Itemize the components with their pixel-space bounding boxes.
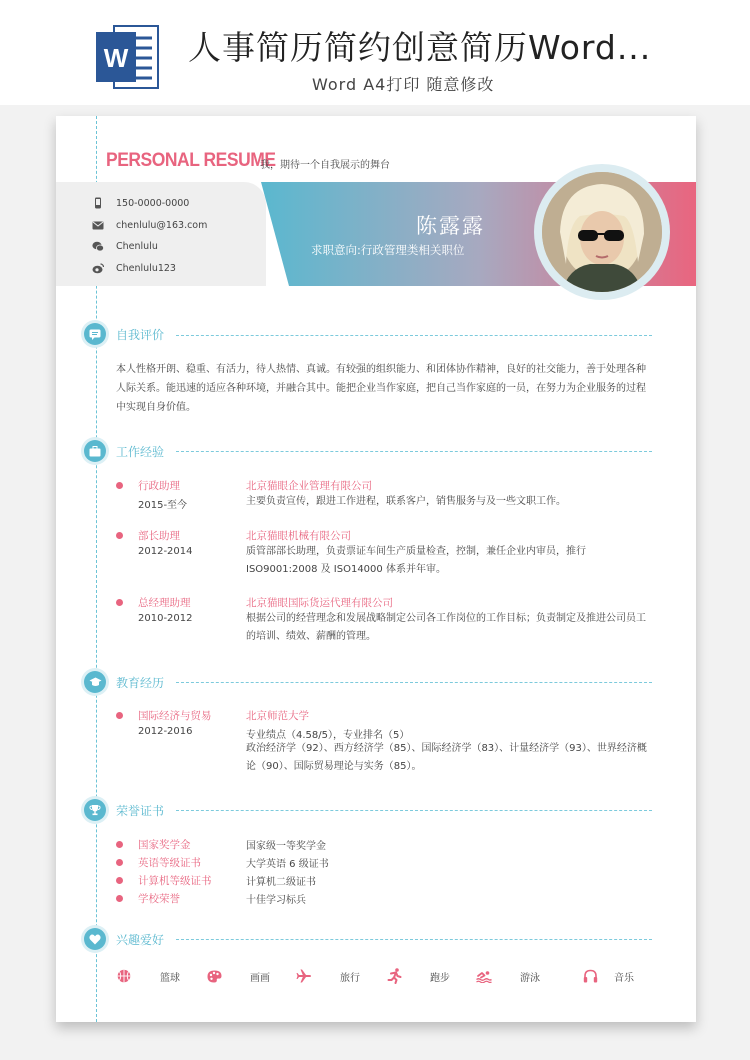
wechat-icon <box>92 240 104 252</box>
bullet-dot <box>116 482 123 489</box>
mail-icon <box>92 219 104 231</box>
bullet-dot <box>116 712 123 719</box>
section-title: 教育经历 <box>116 675 165 690</box>
contact-email <box>92 218 207 232</box>
contact-weibo <box>92 261 176 275</box>
section-title: 荣誉证书 <box>116 803 165 818</box>
honor-name: 国家奖学金 <box>138 839 191 851</box>
bullet-dot <box>116 877 123 884</box>
candidate-name: 陈露露 <box>416 214 485 238</box>
section-work-header <box>84 440 164 462</box>
section-self-eval-header <box>84 323 164 345</box>
edu-school: 北京师范大学 <box>246 710 309 722</box>
hobby-music <box>582 968 634 984</box>
word-doc-icon <box>96 22 160 92</box>
honor-value: 国家级一等奖学金 <box>246 841 326 852</box>
edu-major: 国际经济与贸易 <box>138 710 212 722</box>
work-company: 北京猫眼国际货运代理有限公司 <box>246 597 393 609</box>
bullet-dot <box>116 859 123 866</box>
honor-value: 计算机二级证书 <box>246 877 316 888</box>
honor-value: 十佳学习标兵 <box>246 895 306 906</box>
word-icon-letter: W <box>103 43 129 73</box>
work-period: 2010-2012 <box>138 613 193 624</box>
heart-icon <box>84 928 106 950</box>
work-role: 部长助理 <box>138 530 180 542</box>
graduation-cap-icon <box>84 671 106 693</box>
avatar <box>542 172 662 292</box>
wechat-value: Chenlulu <box>116 240 158 252</box>
work-company: 北京猫眼机械有限公司 <box>246 530 351 542</box>
motto: 我，期待一个自我展示的舞台 <box>260 160 390 171</box>
hobby-basketball <box>116 968 180 984</box>
contact-phone <box>92 196 189 210</box>
work-period: 2012-2014 <box>138 546 193 557</box>
bullet-dot <box>116 841 123 848</box>
work-company: 北京猫眼企业管理有限公司 <box>246 480 372 492</box>
honor-name: 计算机等级证书 <box>138 875 212 887</box>
top-banner <box>0 0 750 105</box>
document-title: 人事简历简约创意简历Word... <box>188 28 652 67</box>
resume-title: PERSONAL RESUME <box>106 150 276 171</box>
document-subtitle: Word A4打印 随意修改 <box>312 75 495 94</box>
honor-value: 大学英语 6 级证书 <box>246 859 329 870</box>
section-divider <box>176 682 652 683</box>
resume-page <box>56 116 696 1022</box>
section-hobbies-header <box>84 928 164 950</box>
work-desc: 主要负责宣传，跟进工作进程，联系客户，销售服务与及一些文职工作。 <box>246 496 566 507</box>
contact-wechat <box>92 239 158 253</box>
section-divider <box>176 451 652 452</box>
honor-name: 英语等级证书 <box>138 857 201 869</box>
briefcase-icon <box>84 440 106 462</box>
hobby-label: 游泳 <box>520 972 540 984</box>
section-honors-header <box>84 799 164 821</box>
weibo-icon <box>92 262 104 274</box>
section-education-header <box>84 671 164 693</box>
phone-value: 150-0000-0000 <box>116 197 190 209</box>
work-period: 2015-至今 <box>138 500 188 511</box>
trophy-icon <box>84 799 106 821</box>
section-divider <box>176 335 652 336</box>
self-eval-text: 本人性格开朗、稳重、有活力，待人热情、真诚。有较强的组织能力、和团体协作精神，良好的社交能力，善于处理各种人际关系。能迅速的适应各种环境，并融合其中。能把企业当作家庭，把自己当作家庭的一员，在努力为企业服务的过程中实现自身价值。 <box>116 364 646 413</box>
hobby-travel <box>296 968 360 984</box>
work-role: 总经理助理 <box>138 597 191 609</box>
comment-icon <box>84 323 106 345</box>
edu-courses: 政治经济学（92）、西方经济学（85）、国际经济学（83）、计量经济学（93）、世界经济概论（90）、国际贸易理论与实务（85）。 <box>246 743 647 772</box>
honor-name: 学校荣誉 <box>138 893 180 905</box>
hobby-label: 篮球 <box>160 972 180 984</box>
bullet-dot <box>116 895 123 902</box>
work-desc: 根据公司的经营理念和发展战略制定公司各工作岗位的工作目标；负责制定及推进公司员工的培训、绩效、薪酬的管理。 <box>246 613 646 642</box>
hobby-label: 跑步 <box>430 972 450 984</box>
edu-period: 2012-2016 <box>138 726 193 737</box>
work-desc: 质管部部长助理，负责票证车间生产质量检查，控制，兼任企业内审员，推行ISO9001:2008 及 ISO14000 体系并年审。 <box>246 546 586 575</box>
hobby-label: 旅行 <box>340 972 360 984</box>
edu-gpa: 专业绩点（4.58/5），专业排名（5） <box>246 730 410 741</box>
weibo-value: Chenlulu123 <box>116 262 176 274</box>
job-objective: 求职意向:行政管理类相关职位 <box>311 243 465 257</box>
hobby-label: 音乐 <box>614 972 634 984</box>
bullet-dot <box>116 532 123 539</box>
email-value: chenlulu@163.com <box>116 219 208 231</box>
phone-icon <box>92 197 104 209</box>
hobby-painting <box>206 968 270 984</box>
hobby-label: 画画 <box>250 972 270 984</box>
swimming-icon <box>476 968 492 984</box>
palette-icon <box>206 968 222 984</box>
section-divider <box>176 939 652 940</box>
section-title: 自我评价 <box>116 327 165 342</box>
section-divider <box>176 810 652 811</box>
work-role: 行政助理 <box>138 480 180 492</box>
running-icon <box>386 968 402 984</box>
basketball-icon <box>116 968 132 984</box>
hobby-running <box>386 968 450 984</box>
bullet-dot <box>116 599 123 606</box>
hobby-swimming <box>476 968 540 984</box>
airplane-icon <box>296 968 312 984</box>
headphones-icon <box>582 968 598 984</box>
section-title: 工作经验 <box>116 444 165 459</box>
section-title: 兴趣爱好 <box>116 932 165 947</box>
